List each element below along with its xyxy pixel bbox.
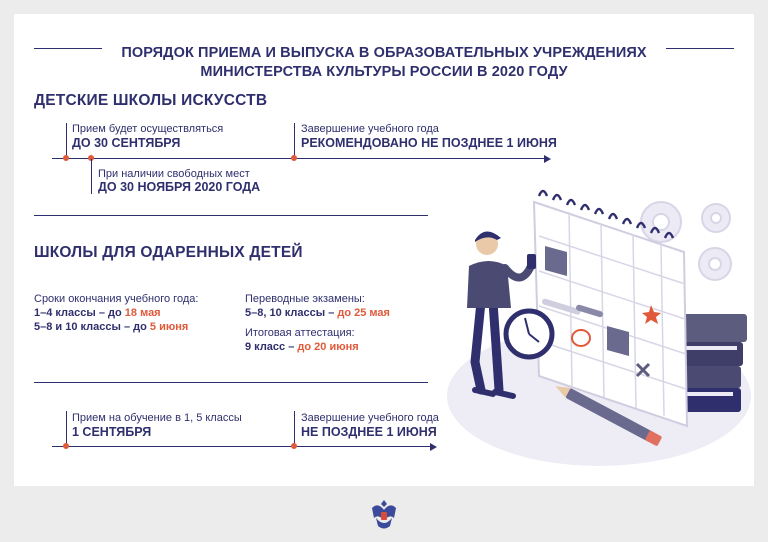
deadline-row-1 — [34, 306, 198, 320]
exams-date: до 25 мая — [337, 307, 390, 319]
timeline-gifted — [52, 446, 430, 447]
timeline-dot — [291, 155, 297, 161]
attest-classes: 9 класс – — [245, 341, 298, 353]
end-year-value: РЕКОМЕНДОВАНО НЕ ПОЗДНЕЕ 1 ИЮНЯ — [301, 136, 557, 150]
tick-vacancy — [91, 159, 92, 194]
admission-value: ДО 30 СЕНТЯБРЯ — [72, 136, 181, 150]
title-line-2: МИНИСТЕРСТВА КУЛЬТУРЫ РОССИИ В 2020 ГОДУ — [200, 64, 568, 80]
row2-classes: 5–8 и 10 классы – до — [34, 321, 150, 333]
deadline-row-2 — [34, 320, 198, 334]
exams-row — [245, 306, 390, 320]
vacancy-label: При наличии свободных мест — [98, 168, 250, 180]
tick-enroll — [66, 411, 67, 447]
title-line-1: ПОРЯДОК ПРИЕМА И ВЫПУСКА В ОБРАЗОВАТЕЛЬНЫХ УЧРЕЖДЕНИЯХ — [121, 45, 647, 61]
exams-block — [245, 292, 390, 354]
timeline-art-schools — [52, 158, 544, 159]
enroll-label: Прием на обучение в 1, 5 классы — [72, 412, 242, 424]
section-heading-gifted: ШКОЛЫ ДЛЯ ОДАРЕННЫХ ДЕТЕЙ — [34, 244, 303, 261]
row1-date: 18 мая — [124, 307, 161, 319]
tick-admission — [66, 123, 67, 159]
timeline-dot — [63, 443, 69, 449]
tick-end-gifted — [294, 411, 295, 447]
gifted-end-label: Завершение учебного года — [301, 412, 439, 424]
timeline-arrow — [544, 155, 551, 163]
calendar-illustration — [429, 164, 754, 474]
admission-label: Прием будет осуществляться — [72, 123, 224, 135]
row1-classes: 1–4 классы – до — [34, 307, 125, 319]
infographic-card — [14, 14, 754, 486]
attest-date: до 20 июня — [297, 341, 359, 353]
page-title — [14, 44, 754, 82]
emblem-icon — [364, 494, 404, 534]
section-divider — [34, 215, 428, 216]
exams-label: Переводные экзамены: — [245, 293, 365, 305]
row2-date: 5 июня — [149, 321, 189, 333]
section-divider — [34, 382, 428, 383]
end-year-label: Завершение учебного года — [301, 123, 439, 135]
deadlines-label: Сроки окончания учебного года: — [34, 293, 199, 305]
clock-icon — [506, 311, 552, 357]
timeline-dot — [291, 443, 297, 449]
timeline-dot — [63, 155, 69, 161]
exams-classes: 5–8, 10 классы – — [245, 307, 338, 319]
attest-label: Итоговая аттестация: — [245, 327, 355, 339]
enroll-value: 1 СЕНТЯБРЯ — [72, 425, 152, 439]
vacancy-value: ДО 30 НОЯБРЯ 2020 ГОДА — [98, 180, 261, 194]
attest-row — [245, 340, 390, 354]
tick-end-year — [294, 123, 295, 159]
section-heading-art-schools: ДЕТСКИЕ ШКОЛЫ ИСКУССТВ — [34, 92, 268, 109]
deadlines-block — [34, 292, 198, 334]
gifted-end-value: НЕ ПОЗДНЕЕ 1 ИЮНЯ — [301, 425, 437, 439]
